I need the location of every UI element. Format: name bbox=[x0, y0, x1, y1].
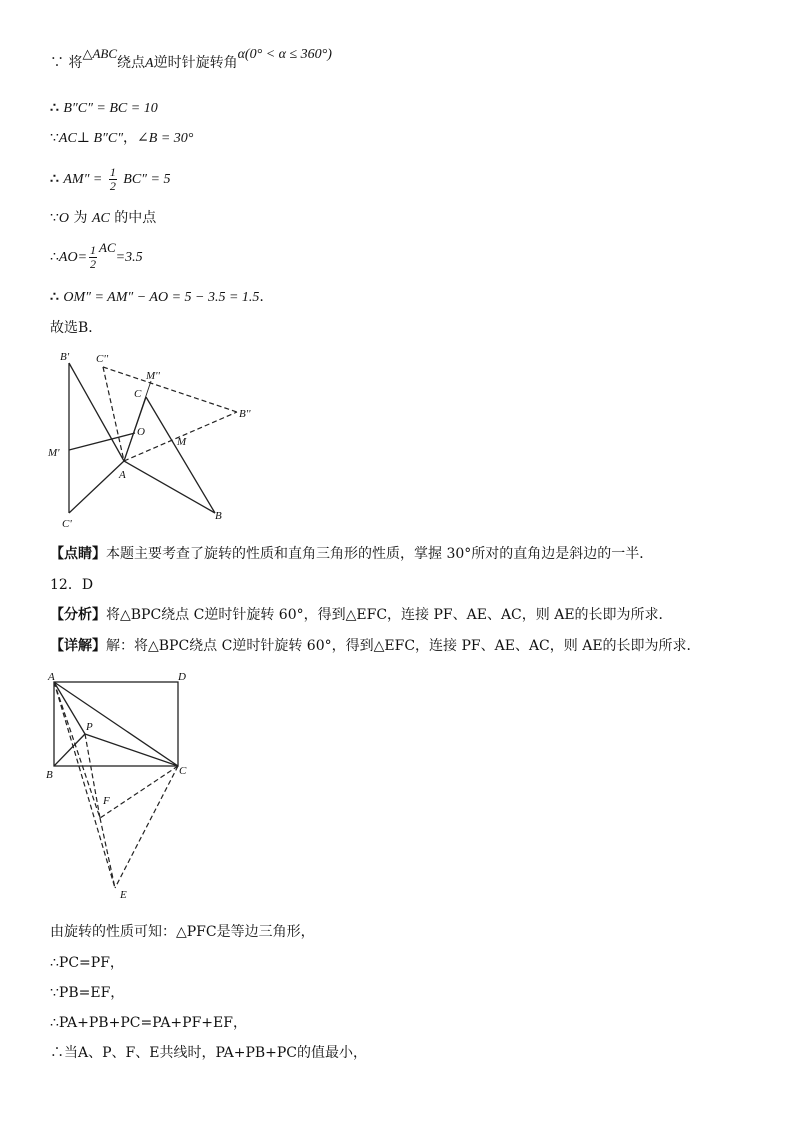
line-7: ∴ OM″ = AM″ − AO = 5 − 3.5 = 1.5. bbox=[50, 289, 264, 305]
line-17: ∴当A、P、F、E共线时，PA+PB+PC的值最小， bbox=[50, 1045, 368, 1061]
label-c1: C' bbox=[62, 518, 72, 530]
label-e: E bbox=[120, 889, 127, 901]
analysis-tag: 【分析】 bbox=[50, 607, 106, 623]
segment-c-b bbox=[146, 397, 215, 513]
rotation-figure-1 bbox=[40, 345, 280, 530]
segment-c-f bbox=[100, 766, 178, 818]
segment-a-e bbox=[54, 682, 115, 888]
label-c: C bbox=[134, 388, 142, 400]
line-4: ∴ AM″ = $\frac{1}{2}$ BC″ = 5 bbox=[50, 164, 171, 193]
line-10: 12．D bbox=[50, 577, 94, 593]
line-6: ∴AO= $\frac{1}{2}$ AC=3.5 bbox=[50, 240, 143, 271]
label-a: A bbox=[48, 671, 55, 683]
label-o: O bbox=[137, 426, 145, 438]
label-m1: M' bbox=[48, 447, 60, 459]
fraction-half: $\frac{1}{2}$ bbox=[109, 164, 116, 193]
segment-a-p bbox=[54, 682, 85, 734]
label-f: F bbox=[103, 795, 110, 807]
segment-c1-a bbox=[69, 461, 124, 513]
label-c2: C'' bbox=[96, 353, 109, 365]
segment-p-c bbox=[85, 734, 178, 766]
line-1: ∵ 将△ABC绕点A逆时针旋转角α(0° < α ≤ 360°) bbox=[50, 46, 332, 71]
label-c: C bbox=[179, 765, 187, 777]
label-d: D bbox=[178, 671, 186, 683]
label-b: B bbox=[46, 769, 53, 781]
line-16: ∴PA+PB+PC=PA+PF+EF， bbox=[50, 1015, 247, 1031]
label-p: P bbox=[86, 721, 93, 733]
label-m2: M'' bbox=[146, 370, 160, 382]
label-b: B bbox=[215, 510, 222, 522]
line-5: ∵O 为 AC 的中点 bbox=[50, 210, 157, 226]
line-14: ∴PC=PF， bbox=[50, 955, 124, 971]
line-15: ∵PB=EF， bbox=[50, 985, 125, 1001]
detail-tag: 【详解】 bbox=[50, 638, 106, 654]
label-b2: B'' bbox=[239, 408, 251, 420]
line-8: 故选B． bbox=[50, 320, 103, 336]
label-m: M bbox=[177, 436, 187, 448]
segment-a-b bbox=[124, 461, 215, 513]
line-2: ∴ B″C″ = BC = 10 bbox=[50, 100, 158, 116]
segment-f-e bbox=[100, 818, 115, 888]
segment-c2-b2 bbox=[103, 367, 237, 412]
segment-p-f bbox=[85, 734, 100, 818]
rotation-figure-2 bbox=[40, 668, 200, 903]
segment-b1-a bbox=[69, 363, 124, 461]
line-9: 【点睛】本题主要考查了旋转的性质和直角三角形的性质，掌握 30°所对的直角边是斜边的一半． bbox=[50, 546, 654, 562]
highlight-tag: 【点睛】 bbox=[50, 546, 106, 562]
segment-m1-o bbox=[69, 433, 135, 450]
because-symbol: ∵ bbox=[50, 55, 64, 71]
segment-c2-a bbox=[103, 367, 124, 461]
line-13: 由旋转的性质可知：△PFC是等边三角形， bbox=[50, 924, 315, 940]
segment-c-e bbox=[115, 766, 178, 888]
segment-a-c bbox=[54, 682, 178, 766]
label-a: A bbox=[119, 469, 126, 481]
label-b1: B' bbox=[60, 351, 70, 363]
line-3: ∵AC⊥ B″C″，∠B = 30° bbox=[50, 130, 194, 146]
segment-a-f bbox=[54, 682, 100, 818]
fraction-half: $\frac{1}{2}$ bbox=[90, 242, 97, 271]
line-12: 【详解】解：将△BPC绕点 C逆时针旋转 60°，得到△EFC，连接 PF、AE、AC，则 AE的长即为所求． bbox=[50, 638, 701, 654]
line-11: 【分析】将△BPC绕点 C逆时针旋转 60°，得到△EFC，连接 PF、AE、AC，则 AE的长即为所求． bbox=[50, 607, 673, 623]
